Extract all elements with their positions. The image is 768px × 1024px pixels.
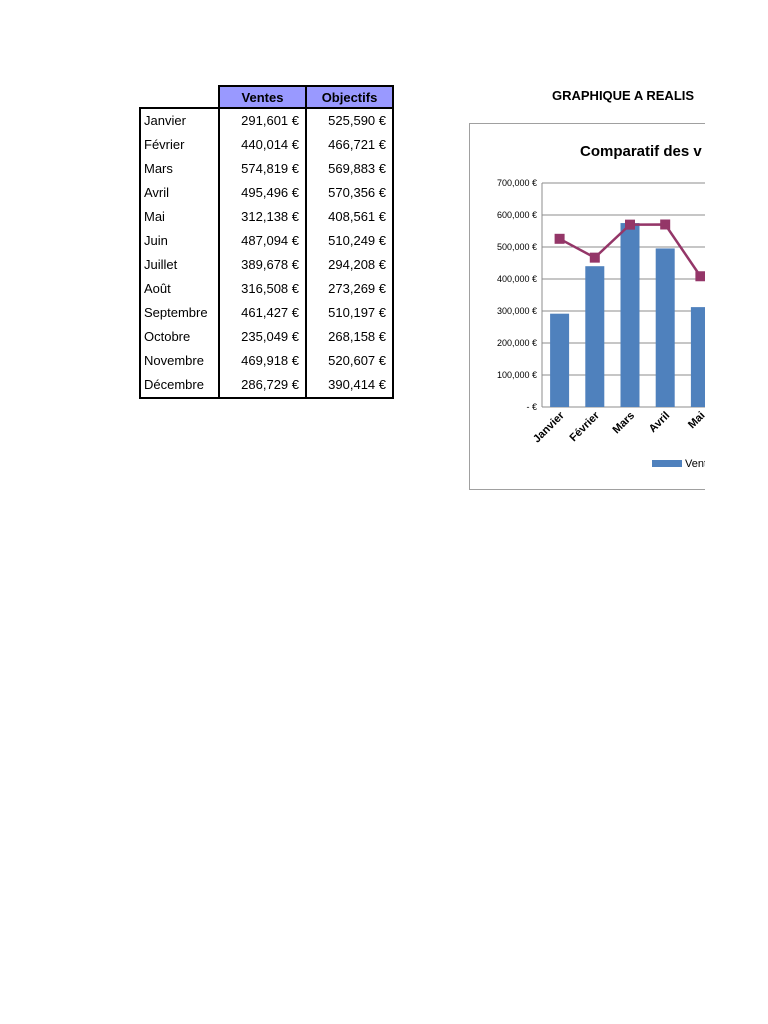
month-cell: Février bbox=[140, 133, 219, 157]
ventes-cell: 235,049 € bbox=[219, 325, 306, 349]
objectifs-cell: 510,249 € bbox=[306, 229, 393, 253]
table-row bbox=[140, 253, 393, 277]
page-heading: GRAPHIQUE A REALIS bbox=[552, 88, 695, 103]
month-cell: Juin bbox=[140, 229, 219, 253]
table-row bbox=[140, 229, 393, 253]
ventes-cell: 461,427 € bbox=[219, 301, 306, 325]
month-cell: Mars bbox=[140, 157, 219, 181]
x-category-label: Février bbox=[567, 409, 602, 445]
chart-area[interactable] bbox=[469, 123, 708, 490]
table-row bbox=[140, 205, 393, 229]
header-blank-cell bbox=[140, 86, 219, 108]
marker-objectifs bbox=[555, 234, 565, 244]
table-row bbox=[140, 157, 393, 181]
legend-label-ventes: Vent bbox=[685, 458, 708, 470]
legend-swatch-ventes bbox=[652, 460, 682, 467]
y-tick-label: 500,000 € bbox=[496, 242, 537, 252]
table-row bbox=[140, 181, 393, 205]
table-row bbox=[140, 108, 393, 133]
month-cell: Avril bbox=[140, 181, 219, 205]
bar-ventes bbox=[550, 314, 569, 407]
month-cell: Novembre bbox=[140, 349, 219, 373]
y-tick-label: 600,000 € bbox=[496, 210, 537, 220]
y-tick-label: 400,000 € bbox=[496, 274, 537, 284]
month-cell: Août bbox=[140, 277, 219, 301]
ventes-cell: 291,601 € bbox=[219, 108, 306, 133]
x-category-label: Avril bbox=[646, 409, 673, 436]
ventes-cell: 312,138 € bbox=[219, 205, 306, 229]
table-row bbox=[140, 349, 393, 373]
bar-ventes bbox=[585, 266, 604, 407]
objectifs-cell: 268,158 € bbox=[306, 325, 393, 349]
ventes-cell: 316,508 € bbox=[219, 277, 306, 301]
bar-ventes bbox=[691, 307, 705, 407]
header-objectifs: Objectifs bbox=[306, 86, 393, 108]
y-tick-label: 700,000 € bbox=[496, 178, 537, 188]
objectifs-cell: 525,590 € bbox=[306, 108, 393, 133]
ventes-cell: 469,918 € bbox=[219, 349, 306, 373]
sales-table bbox=[139, 85, 394, 399]
x-category-label: Janvier bbox=[530, 409, 567, 446]
objectifs-cell: 273,269 € bbox=[306, 277, 393, 301]
month-cell: Décembre bbox=[140, 373, 219, 398]
ventes-cell: 440,014 € bbox=[219, 133, 306, 157]
chart-title: Comparatif des v bbox=[580, 143, 702, 160]
marker-objectifs bbox=[695, 271, 705, 281]
y-tick-label: 200,000 € bbox=[496, 338, 537, 348]
objectifs-cell: 408,561 € bbox=[306, 205, 393, 229]
chart-viewport bbox=[469, 123, 708, 490]
objectifs-cell: 520,607 € bbox=[306, 349, 393, 373]
marker-objectifs bbox=[660, 219, 670, 229]
table-row bbox=[140, 133, 393, 157]
ventes-cell: 487,094 € bbox=[219, 229, 306, 253]
table-row bbox=[140, 277, 393, 301]
month-cell: Septembre bbox=[140, 301, 219, 325]
month-cell: Mai bbox=[140, 205, 219, 229]
marker-objectifs bbox=[590, 253, 600, 263]
ventes-cell: 495,496 € bbox=[219, 181, 306, 205]
chart-svg bbox=[470, 124, 708, 489]
y-tick-label: - € bbox=[526, 402, 537, 412]
month-cell: Octobre bbox=[140, 325, 219, 349]
ventes-cell: 574,819 € bbox=[219, 157, 306, 181]
ventes-cell: 389,678 € bbox=[219, 253, 306, 277]
table-row bbox=[140, 301, 393, 325]
objectifs-cell: 466,721 € bbox=[306, 133, 393, 157]
x-category-label: Mars bbox=[610, 409, 638, 437]
marker-objectifs bbox=[625, 220, 635, 230]
table-header-row bbox=[140, 86, 393, 108]
objectifs-cell: 569,883 € bbox=[306, 157, 393, 181]
header-ventes: Ventes bbox=[219, 86, 306, 108]
y-tick-label: 100,000 € bbox=[496, 370, 537, 380]
month-cell: Juillet bbox=[140, 253, 219, 277]
bar-ventes bbox=[656, 248, 675, 407]
bar-ventes bbox=[621, 223, 640, 407]
objectifs-cell: 294,208 € bbox=[306, 253, 393, 277]
y-tick-label: 300,000 € bbox=[496, 306, 537, 316]
x-category-label: Mai bbox=[686, 409, 708, 432]
ventes-cell: 286,729 € bbox=[219, 373, 306, 398]
objectifs-cell: 390,414 € bbox=[306, 373, 393, 398]
table-row bbox=[140, 373, 393, 398]
objectifs-cell: 570,356 € bbox=[306, 181, 393, 205]
objectifs-cell: 510,197 € bbox=[306, 301, 393, 325]
table-row bbox=[140, 325, 393, 349]
month-cell: Janvier bbox=[140, 108, 219, 133]
